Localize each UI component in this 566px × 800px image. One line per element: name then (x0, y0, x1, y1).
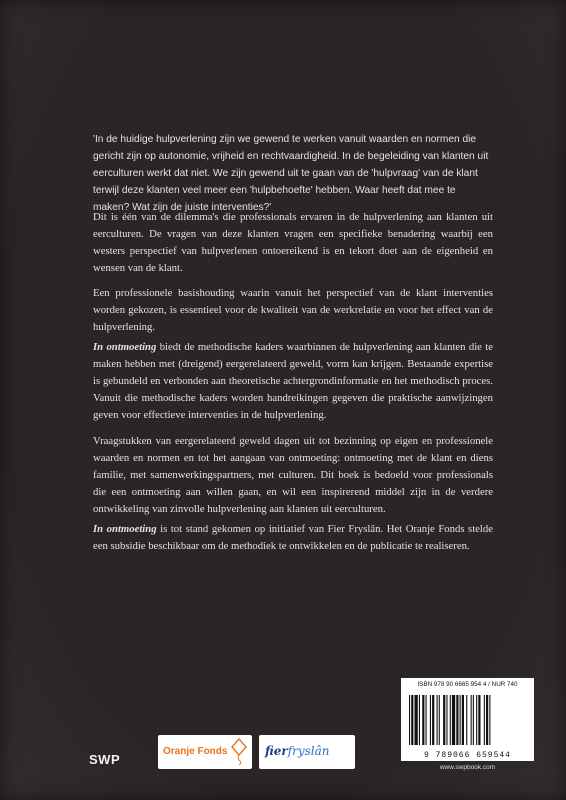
paragraph-initiatief (93, 521, 493, 555)
paragraph-dilemma: Dit is één van de dilemma's die professionals ervaren in de hulpverlening aan klanten uit eerculturen. De vragen van deze klanten vragen een specifieke benadering waarbij een westers perspectief van hulpverlenen ontoereikend is en tekort doet aan de eigenheid en wensen van de klant. (93, 211, 493, 274)
fier-fryslan-logo (259, 735, 355, 769)
isbn-label: ISBN 978 90 6665 954 4 / NUR 740 (401, 678, 534, 691)
swp-logo: SWP (89, 752, 121, 767)
paragraph-vraagstukken: Vraagstukken van eergerelateerd geweld dagen uit tot bezinning op eigen en professionele waarden en normen en tot het aangaan van ontmoeting: ontmoeting met de klant en diens familie, met samenwerkingspartners, met culturen. Dit boek is bedoeld voor professionals die een ontmoeting aan willen gaan, en wil een inspirerend middel zijn in de verdere ontwikkeling van zinvolle hulpverlening aan klanten uit eerculturen. (93, 435, 493, 515)
book-title-inline: In ontmoeting (93, 341, 157, 353)
oranje-fonds-logo (158, 735, 252, 769)
publisher-website: www.swpbook.com (439, 764, 496, 771)
barcode (401, 691, 534, 761)
oranje-fonds-wordmark: Oranje Fonds (163, 746, 228, 757)
fier-fryslan-wordmark (265, 744, 330, 758)
paragraph-initiatief-text: is tot stand gekomen op initiatief van Fier Fryslân. Het Oranje Fonds stelde een subsidie beschikbaar om de methodiek te ontwikkelen en de publicatie te realiseren. (93, 523, 493, 552)
fryslan-text: fryslân (287, 744, 330, 758)
fier-text: fier (265, 744, 288, 758)
intro-quote: 'In de huidige hulpverlening zijn we gewend te werken vanuit waarden en normen die gericht zijn op autonomie, vrijheid en rechtvaardigheid. In de begeleiding van klanten uit eerculturen werkt dat niet. We zijn gewend uit te gaan van de 'hulpvraag' van de klant terwijl deze klanten veel meer een 'hulpbehoefte' hebben. Waar heeft dat mee te maken? Wat zijn de juiste interventies?' (93, 134, 489, 213)
kite-icon (230, 738, 248, 766)
paragraph-kaders-text: biedt de methodische kaders waarbinnen de hulpverlening aan klanten die te maken hebben met (dreigend) eergerelateerd geweld, vorm kan krijgen. Bestaande expertise is gebundeld en verbonden aan theoretische achtergrondinformatie en het methodisch proces. Vanuit die methodische kaders worden handreikingen gegeven die praktische aanwijzingen geven voor effectieve interventies in de hulpverlening. (93, 341, 493, 421)
book-title-inline: In ontmoeting (93, 523, 157, 535)
paragraph-kaders (93, 339, 493, 424)
barcode-number: 9 789066 659544 (423, 751, 511, 760)
barcode-icon (401, 691, 534, 751)
paragraph-basishouding: Een professionele basishouding waarin vanuit het perspectief van de klant interventies worden gekozen, is essentieel voor de kwaliteit van de werkrelatie en voor het effect van de hulpverlening. (93, 287, 493, 333)
